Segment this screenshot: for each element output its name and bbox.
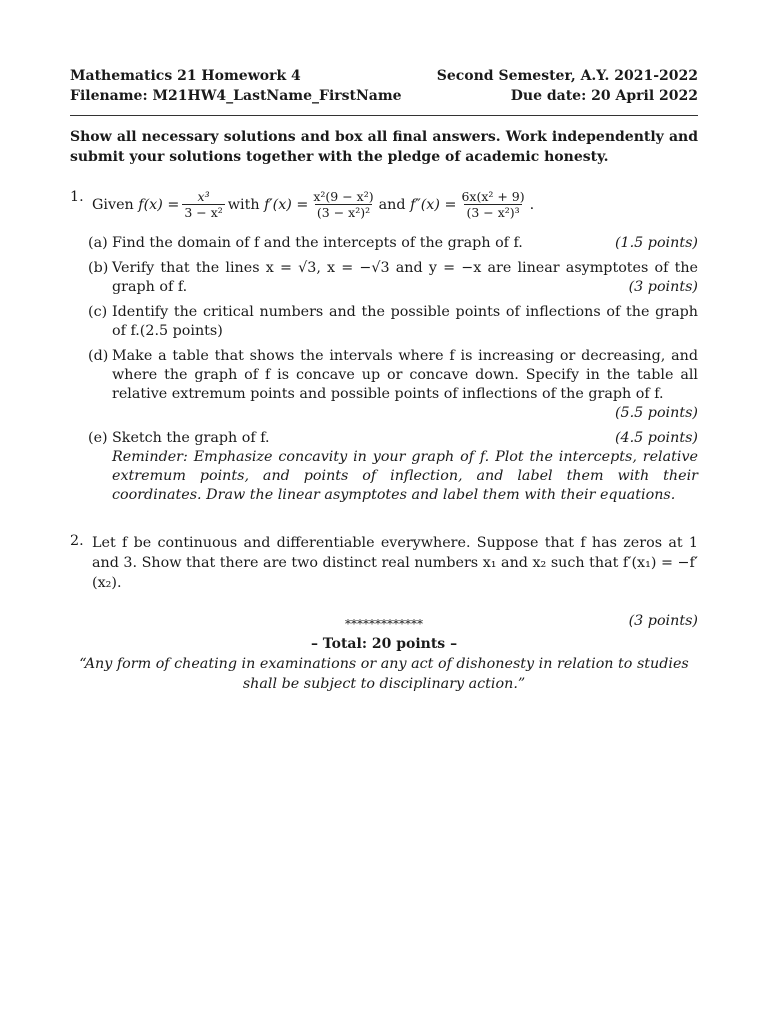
- part-label: (d): [88, 348, 109, 364]
- stars-divider: *************: [345, 617, 423, 631]
- part-c: [88, 303, 698, 341]
- fp-denominator: (3 − x²)²: [316, 205, 371, 220]
- part-label: (b): [88, 260, 109, 276]
- problem-1-parts: [88, 234, 698, 505]
- part-text: Find the domain of f and the intercepts of the graph of f.: [112, 235, 523, 251]
- footer: [70, 614, 698, 694]
- fp-lhs: f′(x) =: [264, 196, 309, 213]
- part-points: (3 points): [628, 279, 698, 295]
- statement-period: .: [529, 196, 535, 213]
- part-label: (c): [88, 304, 108, 320]
- f-fraction: [182, 189, 224, 220]
- fp-fraction: [311, 189, 375, 220]
- part-b: [88, 259, 698, 297]
- fpp-numerator: 6x(x² + 9): [461, 189, 525, 204]
- problem-1-number: 1.: [70, 189, 84, 205]
- fpp-denominator: (3 − x²)³: [466, 205, 520, 220]
- filename: Filename: M21HW4_LastName_FirstName: [70, 88, 402, 104]
- header-row-1: [70, 66, 698, 86]
- honesty-quote-line-1: “Any form of cheating in examinations or any act of dishonesty in relation to studies: [79, 656, 689, 672]
- homework-page: [70, 66, 698, 631]
- problem-2-text: Let f be continuous and differentiable everywhere. Suppose that f has zeros at 1 and 3. Show that there are two distinct real numbers x₁ and x₂ such that f′(x₁) = −f′(x₂).: [92, 535, 698, 591]
- total-points: [70, 634, 698, 654]
- with-text: with: [227, 196, 260, 213]
- course-title: Mathematics 21 Homework 4: [70, 68, 301, 84]
- honesty-quote-line-2: shall be subject to disciplinary action.”: [242, 676, 526, 692]
- given-text: Given: [92, 196, 134, 213]
- part-label: (a): [88, 235, 108, 251]
- reminder-text: Reminder: Emphasize concavity in your graph of f. Plot the intercepts, relative extremum points, and points of inflection, and label them with their coordinates. Draw the linear asymptotes and label them with their equations.: [112, 449, 698, 503]
- fpp-lhs: f″(x) =: [410, 196, 457, 213]
- and-text: and: [378, 196, 406, 213]
- part-label: (e): [88, 430, 108, 446]
- part-points: (5.5 points): [614, 405, 698, 421]
- fp-numerator: x²(9 − x²): [313, 189, 374, 204]
- instructions: Show all necessary solutions and box all final answers. Work independently and submit your solutions together with the pledge of academic honesty.: [70, 129, 698, 165]
- part-text: Make a table that shows the intervals where f is increasing or decreasing, and where the graph of f is concave up or concave down. Specify in the table all relative extremum points and possible points of inflections of the graph of f.: [112, 348, 698, 402]
- part-text: Sketch the graph of f.: [112, 430, 270, 446]
- part-a: [88, 234, 698, 253]
- problem-2-points: (3 points): [628, 613, 698, 629]
- part-d: [88, 347, 698, 423]
- part-points: (4.5 points): [614, 430, 698, 446]
- f-numerator: x³: [197, 189, 210, 204]
- part-points: (1.5 points): [614, 235, 698, 251]
- part-text: Verify that the lines x = √3, x = −√3 and y = −x are linear asymptotes of the graph of f.: [112, 260, 698, 295]
- f-denominator: 3 − x²: [184, 205, 223, 220]
- problem-1: [70, 189, 698, 511]
- header-divider: [70, 115, 698, 116]
- f-lhs: f(x) =: [138, 196, 180, 213]
- semester: Second Semester, A.Y. 2021-2022: [436, 68, 698, 84]
- problem-1-statement: [92, 189, 698, 220]
- part-e: [88, 429, 698, 505]
- header-row-2: [70, 86, 698, 106]
- problem-2-number: 2.: [70, 533, 84, 549]
- fpp-fraction: [459, 189, 526, 220]
- part-text: Identify the critical numbers and the possible points of inflections of the graph of f.(2.5 points): [112, 304, 698, 339]
- due-date: Due date: 20 April 2022: [510, 88, 698, 104]
- total-points-text: – Total: 20 points –: [310, 636, 458, 652]
